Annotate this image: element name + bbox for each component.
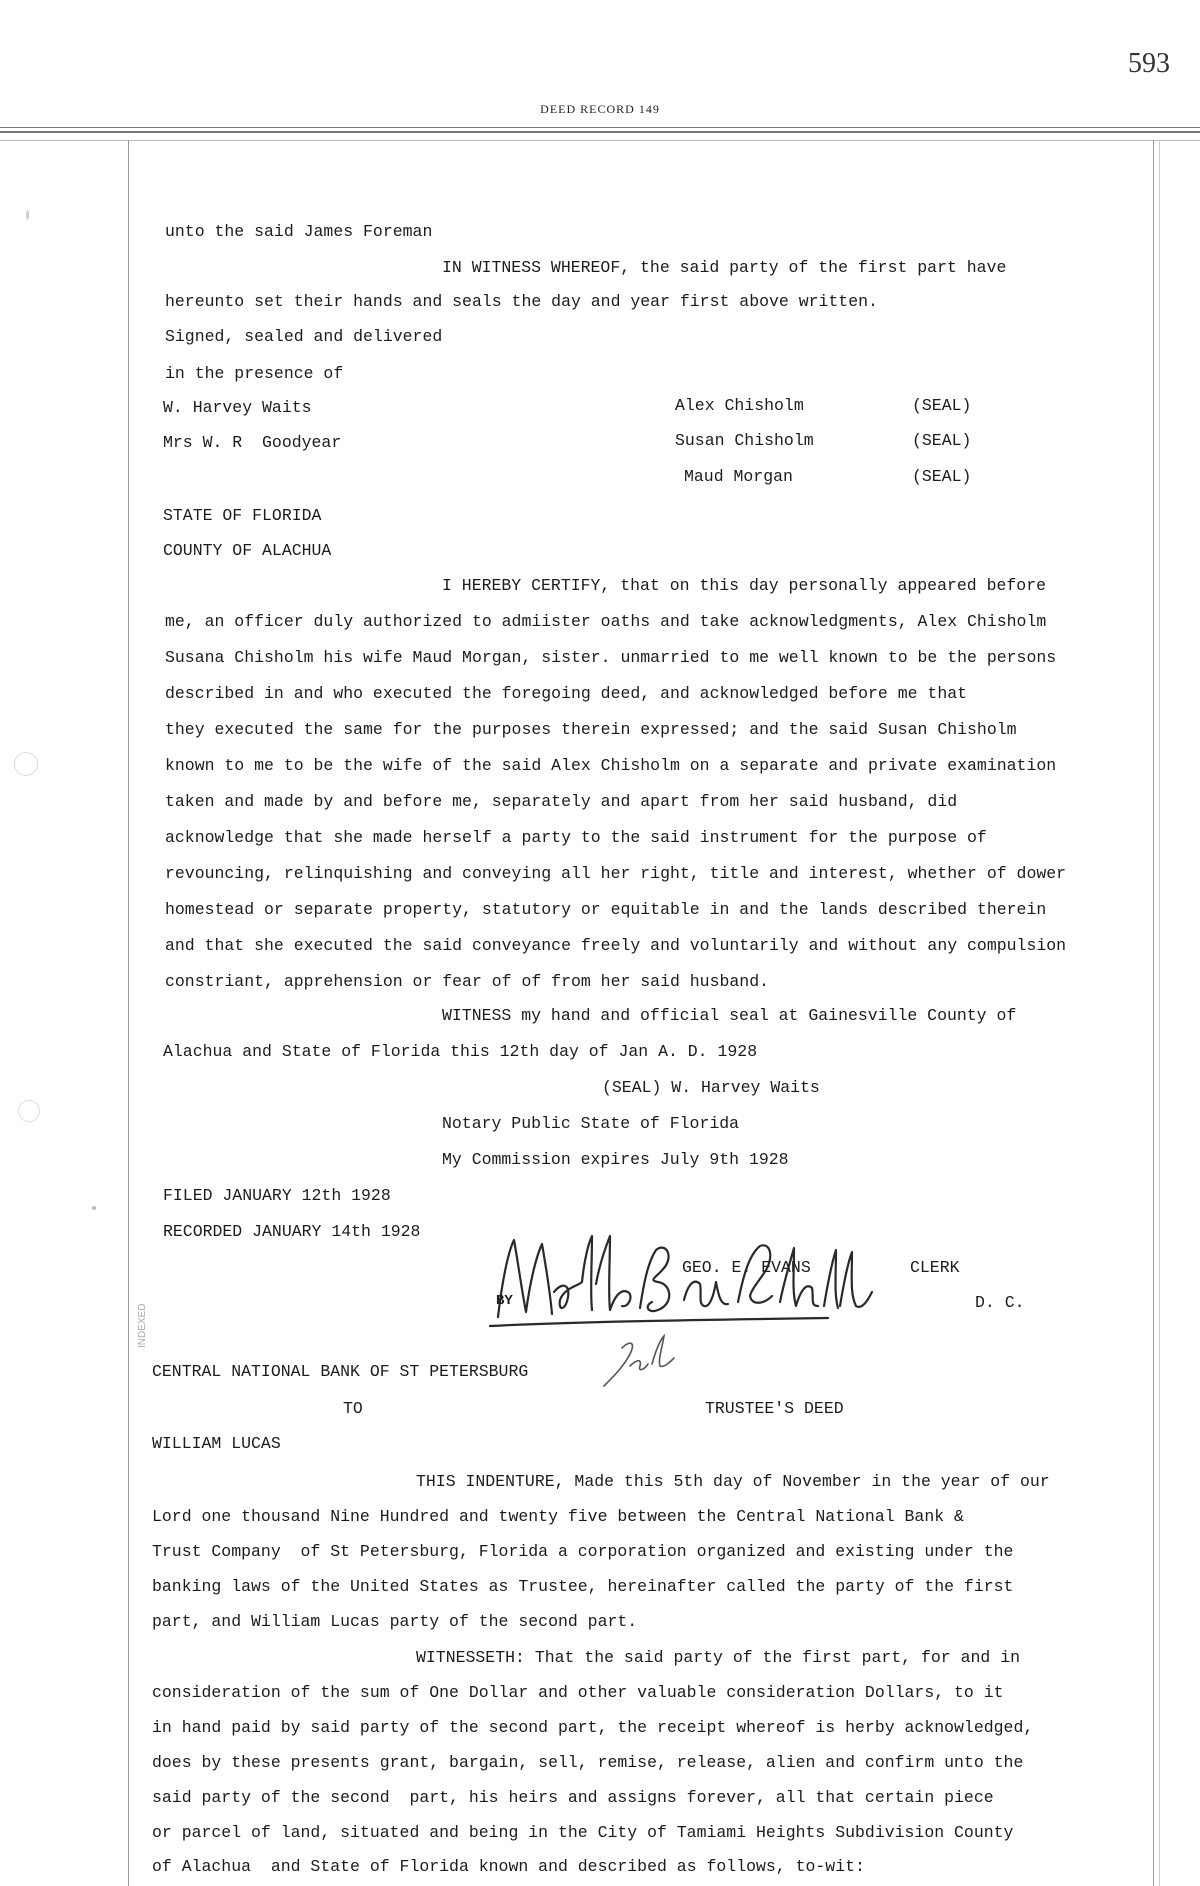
certificate-line: and that she executed the said conveyance freely and voluntarily and without any compulsion — [165, 936, 1067, 955]
notary-commission: My Commission expires July 9th 1928 — [442, 1150, 789, 1169]
deed-line: in the presence of — [165, 364, 344, 383]
signer-name: Maud Morgan — [684, 467, 793, 486]
right-margin-line — [1153, 140, 1154, 1886]
seal-mark: (SEAL) — [912, 467, 972, 486]
certificate-line: they executed the same for the purposes therein expressed; and the said Susan Chisholm — [165, 720, 1017, 739]
indenture-line: Trust Company of St Petersburg, Florida a corporation organized and existing under the — [152, 1542, 1014, 1561]
witness-name: Mrs W. R Goodyear — [163, 433, 342, 452]
scan-speck — [92, 1206, 96, 1210]
indenture-line: banking laws of the United States as Trustee, hereinafter called the party of the first — [152, 1577, 1014, 1596]
indenture-line: does by these presents grant, bargain, sell, remise, release, alien and confirm unto the — [152, 1753, 1024, 1772]
certificate-line: revouncing, relinquishing and conveying all her right, title and interest, whether of dower — [165, 864, 1067, 883]
certificate-line: described in and who executed the foregoing deed, and acknowledged before me that — [165, 684, 968, 703]
deed-line: hereunto set their hands and seals the day and year first above written. — [165, 292, 878, 311]
signer-name: Alex Chisholm — [675, 396, 804, 415]
certificate-line: acknowledge that she made herself a party to the said instrument for the purpose of — [165, 828, 987, 847]
venue-state: STATE OF FLORIDA — [163, 506, 322, 525]
handwritten-initials — [600, 1330, 680, 1390]
notary-signature: (SEAL) W. Harvey Waits — [602, 1078, 820, 1097]
by-label: BY — [496, 1293, 513, 1309]
right-margin-line-outer — [1159, 140, 1160, 1886]
certificate-line: me, an officer duly authorized to admiister oaths and take acknowledgments, Alex Chisholm — [165, 612, 1047, 631]
grantor-name: CENTRAL NATIONAL BANK OF ST PETERSBURG — [152, 1362, 529, 1381]
scan-speck — [26, 210, 29, 220]
venue-county: COUNTY OF ALACHUA — [163, 541, 332, 560]
clerk-name: GEO. E. EVANS — [682, 1258, 811, 1277]
indenture-line: or parcel of land, situated and being in the City of Tamiami Heights Subdivision County — [152, 1823, 1014, 1842]
scan-speck — [18, 1100, 40, 1122]
in-witness-line: IN WITNESS WHEREOF, the said party of the first part have — [442, 258, 1007, 277]
header-rule-bottom — [0, 140, 1200, 141]
recorded-date: RECORDED JANUARY 14th 1928 — [163, 1222, 421, 1241]
header-rule-double — [0, 131, 1200, 133]
certificate-line: homestead or separate property, statutory or equitable in and the lands described therein — [165, 900, 1047, 919]
scan-speck — [14, 752, 38, 776]
witness-seal-line: WITNESS my hand and official seal at Gainesville County of — [442, 1006, 1017, 1025]
witness-name: W. Harvey Waits — [163, 398, 312, 417]
certificate-line: constriant, apprehension or fear of of from her said husband. — [165, 972, 769, 991]
grantee-name: WILLIAM LUCAS — [152, 1434, 281, 1453]
witnesseth-line: WITNESSETH: That the said party of the first part, for and in — [416, 1648, 1020, 1667]
indexed-stamp: INDEXED — [137, 1303, 148, 1348]
header-title: DEED RECORD 149 — [540, 102, 660, 116]
indenture-line: consideration of the sum of One Dollar and other valuable consideration Dollars, to it — [152, 1683, 1004, 1702]
indenture-line: in hand paid by said party of the second part, the receipt whereof is herby acknowledged, — [152, 1718, 1034, 1737]
deputy-clerk-title: D. C. — [975, 1293, 1025, 1312]
witness-seal-line: Alachua and State of Florida this 12th day of Jan A. D. 1928 — [163, 1042, 758, 1061]
certificate-line: I HEREBY CERTIFY, that on this day personally appeared before — [442, 576, 1046, 595]
certificate-line: Susana Chisholm his wife Maud Morgan, sister. unmarried to me well known to be the persons — [165, 648, 1057, 667]
header-rule-top — [0, 127, 1200, 128]
deed-type: TRUSTEE'S DEED — [705, 1399, 844, 1418]
signer-name: Susan Chisholm — [675, 431, 814, 450]
indenture-line: THIS INDENTURE, Made this 5th day of November in the year of our — [416, 1472, 1050, 1491]
filed-date: FILED JANUARY 12th 1928 — [163, 1186, 391, 1205]
indenture-line: said party of the second part, his heirs and assigns forever, all that certain piece — [152, 1788, 994, 1807]
certificate-line: known to me to be the wife of the said Alex Chisholm on a separate and private examination — [165, 756, 1057, 775]
deed-line: unto the said James Foreman — [165, 222, 433, 241]
deed-line: Signed, sealed and delivered — [165, 327, 443, 346]
indenture-line: Lord one thousand Nine Hundred and twenty five between the Central National Bank & — [152, 1507, 964, 1526]
seal-mark: (SEAL) — [912, 396, 972, 415]
indenture-line: of Alachua and State of Florida known and described as follows, to-wit: — [152, 1857, 865, 1876]
left-margin-line — [128, 140, 129, 1886]
clerk-title: CLERK — [910, 1258, 960, 1277]
notary-title: Notary Public State of Florida — [442, 1114, 740, 1133]
indenture-line: part, and William Lucas party of the second part. — [152, 1612, 638, 1631]
handwritten-signature — [488, 1222, 908, 1342]
page-number: 593 — [1128, 48, 1170, 79]
seal-mark: (SEAL) — [912, 431, 972, 450]
certificate-line: taken and made by and before me, separately and apart from her said husband, did — [165, 792, 958, 811]
to-label: TO — [343, 1399, 363, 1418]
